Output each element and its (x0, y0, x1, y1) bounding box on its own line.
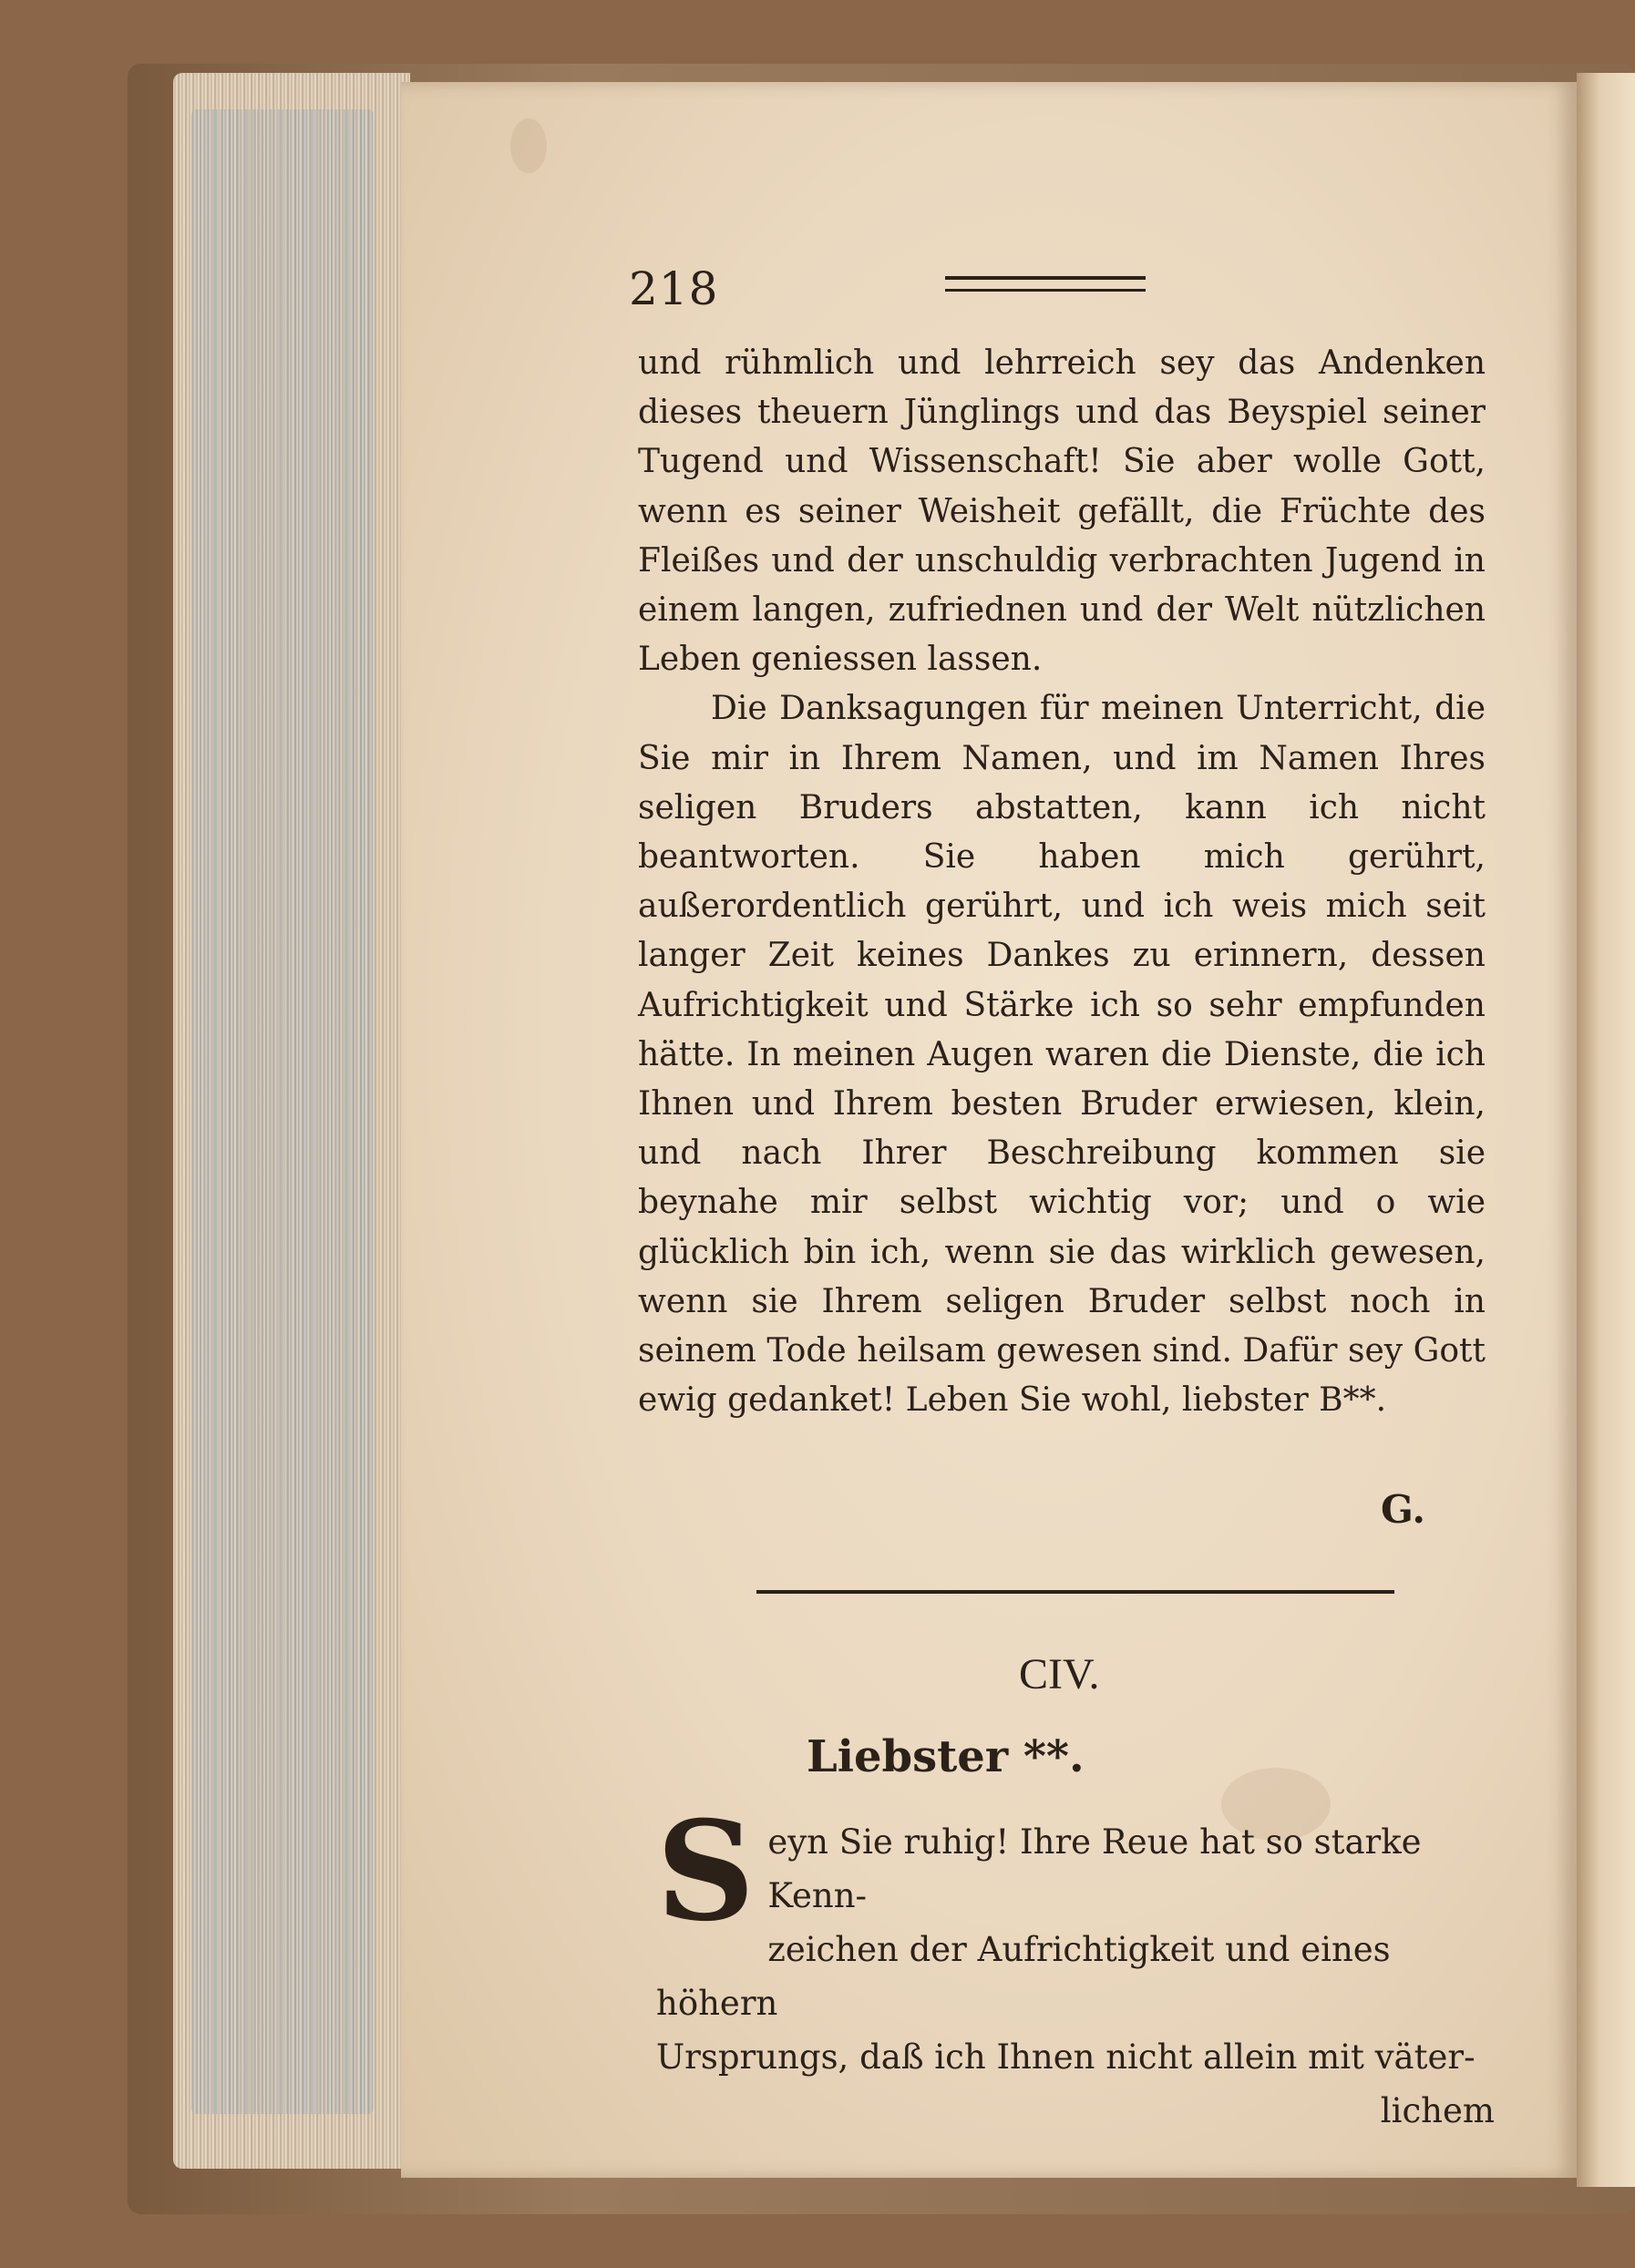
paper-stain (510, 118, 547, 173)
signature: G. (1381, 1487, 1425, 1532)
salutation: Liebster **. (807, 1731, 1085, 1782)
catchword: lichem (1380, 2091, 1495, 2130)
letter-number: CIV. (1019, 1650, 1100, 1698)
paragraph: Die Danksagungen für meinen Unterricht, die Sie mir in Ihrem Namen, und im Namen Ihres seligen Bruders abstatten, kann ich nicht beantworten. Sie haben mich gerührt, außerordentlich gerührt, und ich weis mich seit langer Zeit keines Dankes zu erinnern, dessen Aufrichtigkeit und Stärke ich so sehr empfunden hätte. In meinen Augen waren die Dienste, die ich Ihnen und Ihrem besten Bruder erwiesen, klein, und nach Ihrer Beschreibung kommen sie beynahe mir selbst wichtig vor; und o wie glücklich bin ich, wenn sie das wirklich gewesen, wenn sie Ihrem seligen Bruder selbst noch in seinem Tode heilsam gewesen sind. Dafür sey Gott ewig gedanket! Leben Sie wohl, liebster B**. (638, 690, 1486, 1420)
text-line: eyn Sie ruhig! Ihre Reue hat so starke Kenn- (767, 1822, 1422, 1915)
next-letter-body (656, 1791, 1495, 2138)
section-divider (756, 1590, 1394, 1594)
letter-body (638, 339, 1486, 1425)
drop-cap: S (656, 1791, 756, 1952)
page-edges (173, 73, 410, 2169)
header-rule (945, 276, 1146, 292)
next-page-edge (1577, 73, 1635, 2187)
page-number: 218 (629, 262, 719, 315)
text-line: zeichen der Aufrichtigkeit und eines höhern (656, 1930, 1391, 2023)
paragraph: und rühmlich und lehrreich sey das Andenken dieses theuern Jünglings und das Beyspiel seiner Tugend und Wissenschaft! Sie aber wolle Gott, wenn es seiner Weisheit gefällt, die Früchte des Fleißes und der unschuldig verbrachten Jugend in einem langen, zufriednen und der Welt nützlichen Leben geniessen lassen. (638, 344, 1486, 679)
text-line: Ursprungs, daß ich Ihnen nicht allein mit väter- (656, 2037, 1476, 2077)
page-edges-tint (191, 109, 374, 2114)
